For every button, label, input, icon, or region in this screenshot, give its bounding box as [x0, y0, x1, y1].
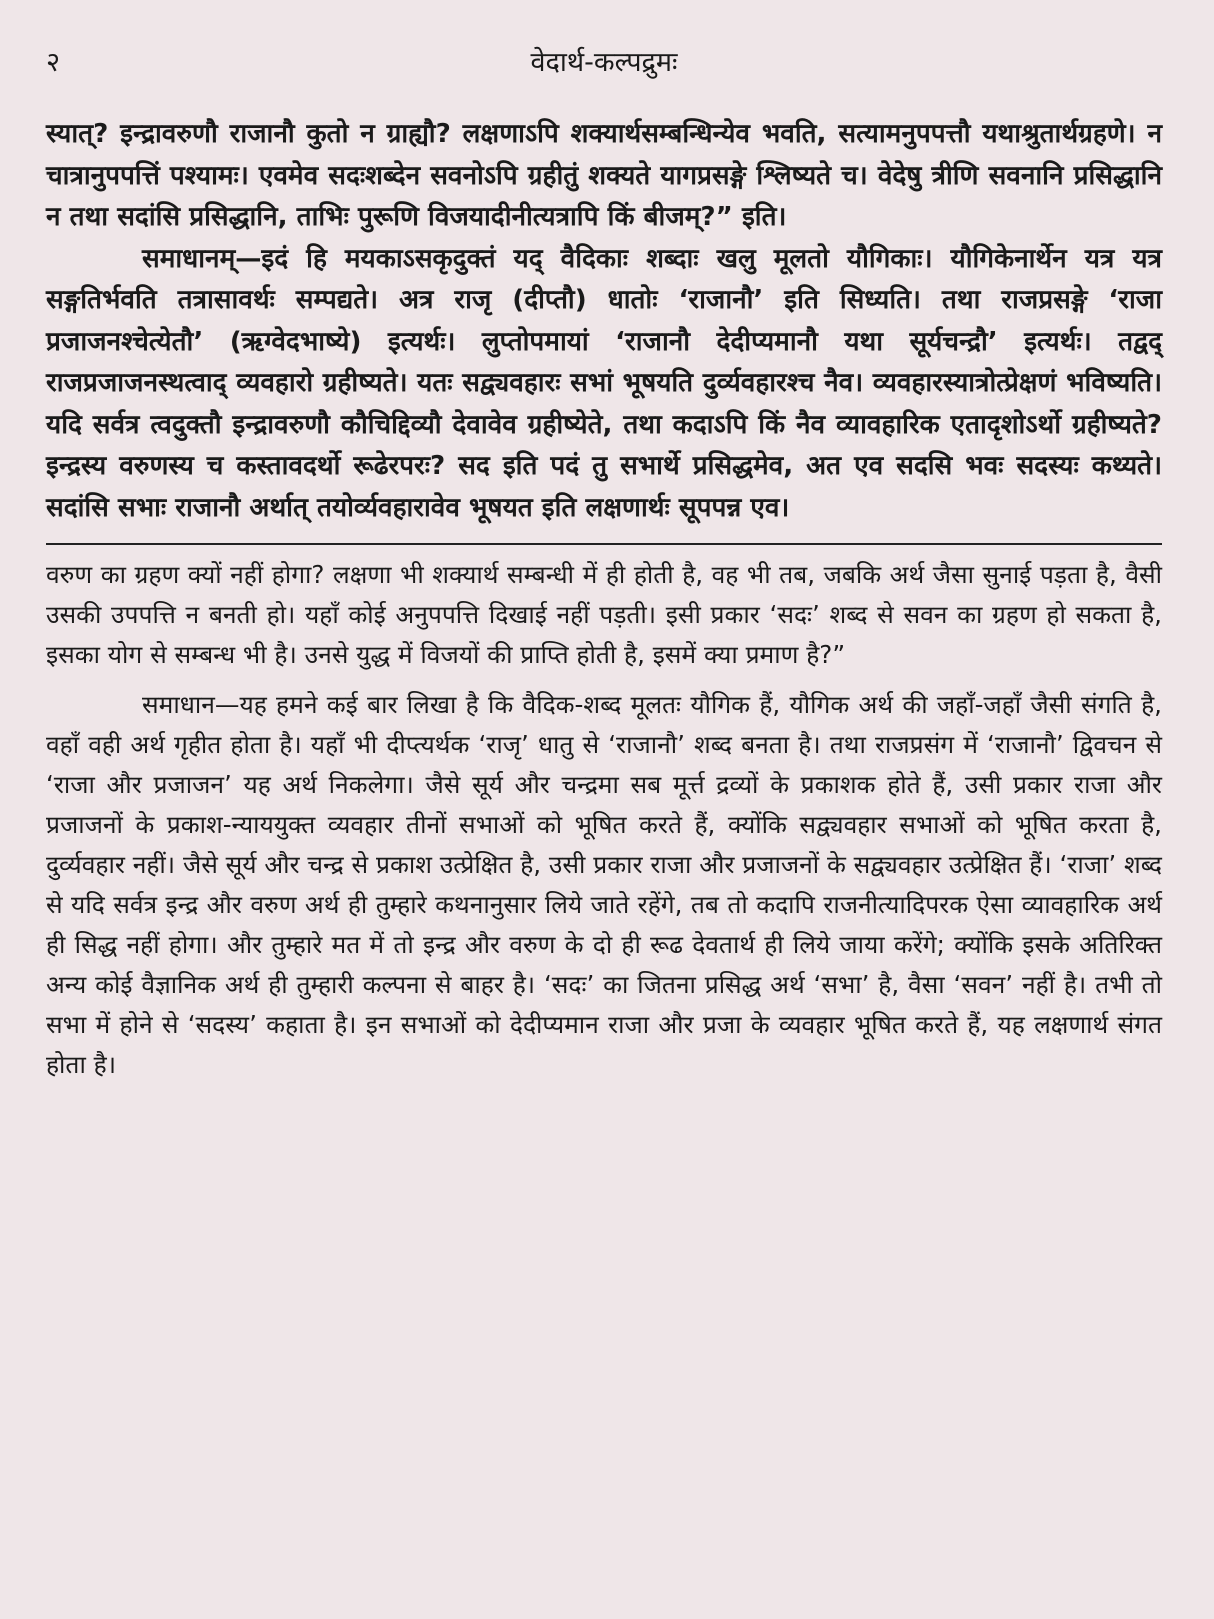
- hindi-translation: [46, 555, 1162, 1085]
- page-header: [46, 38, 1162, 88]
- sanskrit-paragraph: स्यात्? इन्द्रावरुणौ राजानौ कुतो न ग्राह्यौ? लक्षणाऽपि शक्यार्थसम्बन्धिन्येव भवति, सत्यामनुपपत्तौ यथाश्रुतार्थग्रहणे। न चात्रानुपपत्तिं पश्यामः। एवमेव सदःशब्देन सवनोऽपि ग्रहीतुं शक्यते यागप्रसङ्गे श्लिष्यते च। वेदेषु त्रीणि सवनानि प्रसिद्धानि न तथा सदांसि प्रसिद्धानि, ताभिः पुरूणि विजयादीनीत्यत्रापि किं बीजम्?” इति।: [46, 119, 1162, 232]
- page-number: २: [46, 47, 61, 78]
- hindi-paragraph: समाधान—यह हमने कई बार लिखा है कि वैदिक-शब्द मूलतः यौगिक हैं, यौगिक अर्थ की जहाँ-जहाँ जैसी संगति है, वहाँ वही अर्थ गृहीत होता है। यहाँ भी दीप्त्यर्थक ‘राजृ’ धातु से ‘राजानौ’ शब्द बनता है। तथा राजप्रसंग में ‘राजानौ’ द्विवचन से ‘राजा और प्रजाजन’ यह अर्थ निकलेगा। जैसे सूर्य और चन्द्रमा सब मूर्त्त द्रव्यों के प्रकाशक होते हैं, उसी प्रकार राजा और प्रजाजनों के प्रकाश-न्याययुक्त व्यवहार तीनों सभाओं को भूषित करते हैं, क्योंकि सद्व्यवहार सभाओं को भूषित करता है, दुर्व्यवहार नहीं। जैसे सूर्य और चन्द्र से प्रकाश उत्प्रेक्षित है, उसी प्रकार राजा और प्रजाजनों के सद्व्यवहार उत्प्रेक्षित हैं। ‘राजा’ शब्द से यदि सर्वत्र इन्द्र और वरुण अर्थ ही तुम्हारे कथनानुसार लिये जाते रहेंगे, तब तो कदापि राजनीत्यादिपरक ऐसा व्यावहारिक अर्थ ही सिद्ध नहीं होगा। और तुम्हारे मत में तो इन्द्र और वरुण के दो ही रूढ देवतार्थ ही लिये जाया करेंगे; क्योंकि इसके अतिरिक्त अन्य कोई वैज्ञानिक अर्थ ही तुम्हारी कल्पना से बाहर है। ‘सदः’ का जितना प्रसिद्ध अर्थ ‘सभा’ है, वैसा ‘सवन’ नहीं है। तभी तो सभा में होने से ‘सदस्य’ कहाता है। इन सभाओं को देदीप्यमान राजा और प्रजा के व्यवहार भूषित करते हैं, यह लक्षणार्थ संगत होता है।: [46, 690, 1162, 1079]
- section-divider: [46, 543, 1162, 545]
- hindi-paragraph: वरुण का ग्रहण क्यों नहीं होगा? लक्षणा भी शक्यार्थ सम्बन्धी में ही होती है, वह भी तब, जबकि अर्थ जैसा सुनाई पड़ता है, वैसी उसकी उपपत्ति न बनती हो। यहाँ कोई अनुपपत्ति दिखाई नहीं पड़ती। इसी प्रकार ‘सदः’ शब्द से सवन का ग्रहण हो सकता है, इसका योग से सम्बन्ध भी है। उनसे युद्ध में विजयों की प्राप्ति होती है, इसमें क्या प्रमाण है?”: [46, 560, 1162, 669]
- running-title: वेदार्थ-कल्पद्रुमः: [530, 47, 678, 78]
- sanskrit-paragraph: समाधानम्—इदं हि मयकाऽसकृदुक्तं यद् वैदिकाः शब्दाः खलु मूलतो यौगिकाः। यौगिकेनार्थेन यत्र यत्र सङ्गतिर्भवति तत्रासावर्थः सम्पद्यते। अत्र राजृ (दीप्तौ) धातोः ‘राजानौ’ इति सिध्यति। तथा राजप्रसङ्गे ‘राजा प्रजाजनश्चेत्येतौ’ (ऋग्वेदभाष्ये) इत्यर्थः। लुप्तोपमायां ‘राजानौ देदीप्यमानौ यथा सूर्यचन्द्रौ’ इत्यर्थः। तद्वद् राजप्रजाजनस्थत्वाद् व्यवहारो ग्रहीष्यते। यतः सद्व्यवहारः सभां भूषयति दुर्व्यवहारश्च नैव। व्यवहारस्यात्रोत्प्रेक्षणं भविष्यति। यदि सर्वत्र त्वदुक्तौ इन्द्रावरुणौ कौचिद्दिव्यौ देवावेव ग्रहीष्येते, तथा कदाऽपि किं नैव व्यावहारिक एतादृशोऽर्थो ग्रहीष्यते? इन्द्रस्य वरुणस्य च कस्तावदर्थो रूढेरपरः? सद इति पदं तु सभार्थे प्रसिद्धमेव, अत एव सदसि भवः सदस्यः कथ्यते। सदांसि सभाः राजानौ अर्थात् तयोर्व्यवहारावेव भूषयत इति लक्षणार्थः सूपपन्न एव।: [46, 243, 1162, 523]
- sanskrit-text: [46, 114, 1162, 529]
